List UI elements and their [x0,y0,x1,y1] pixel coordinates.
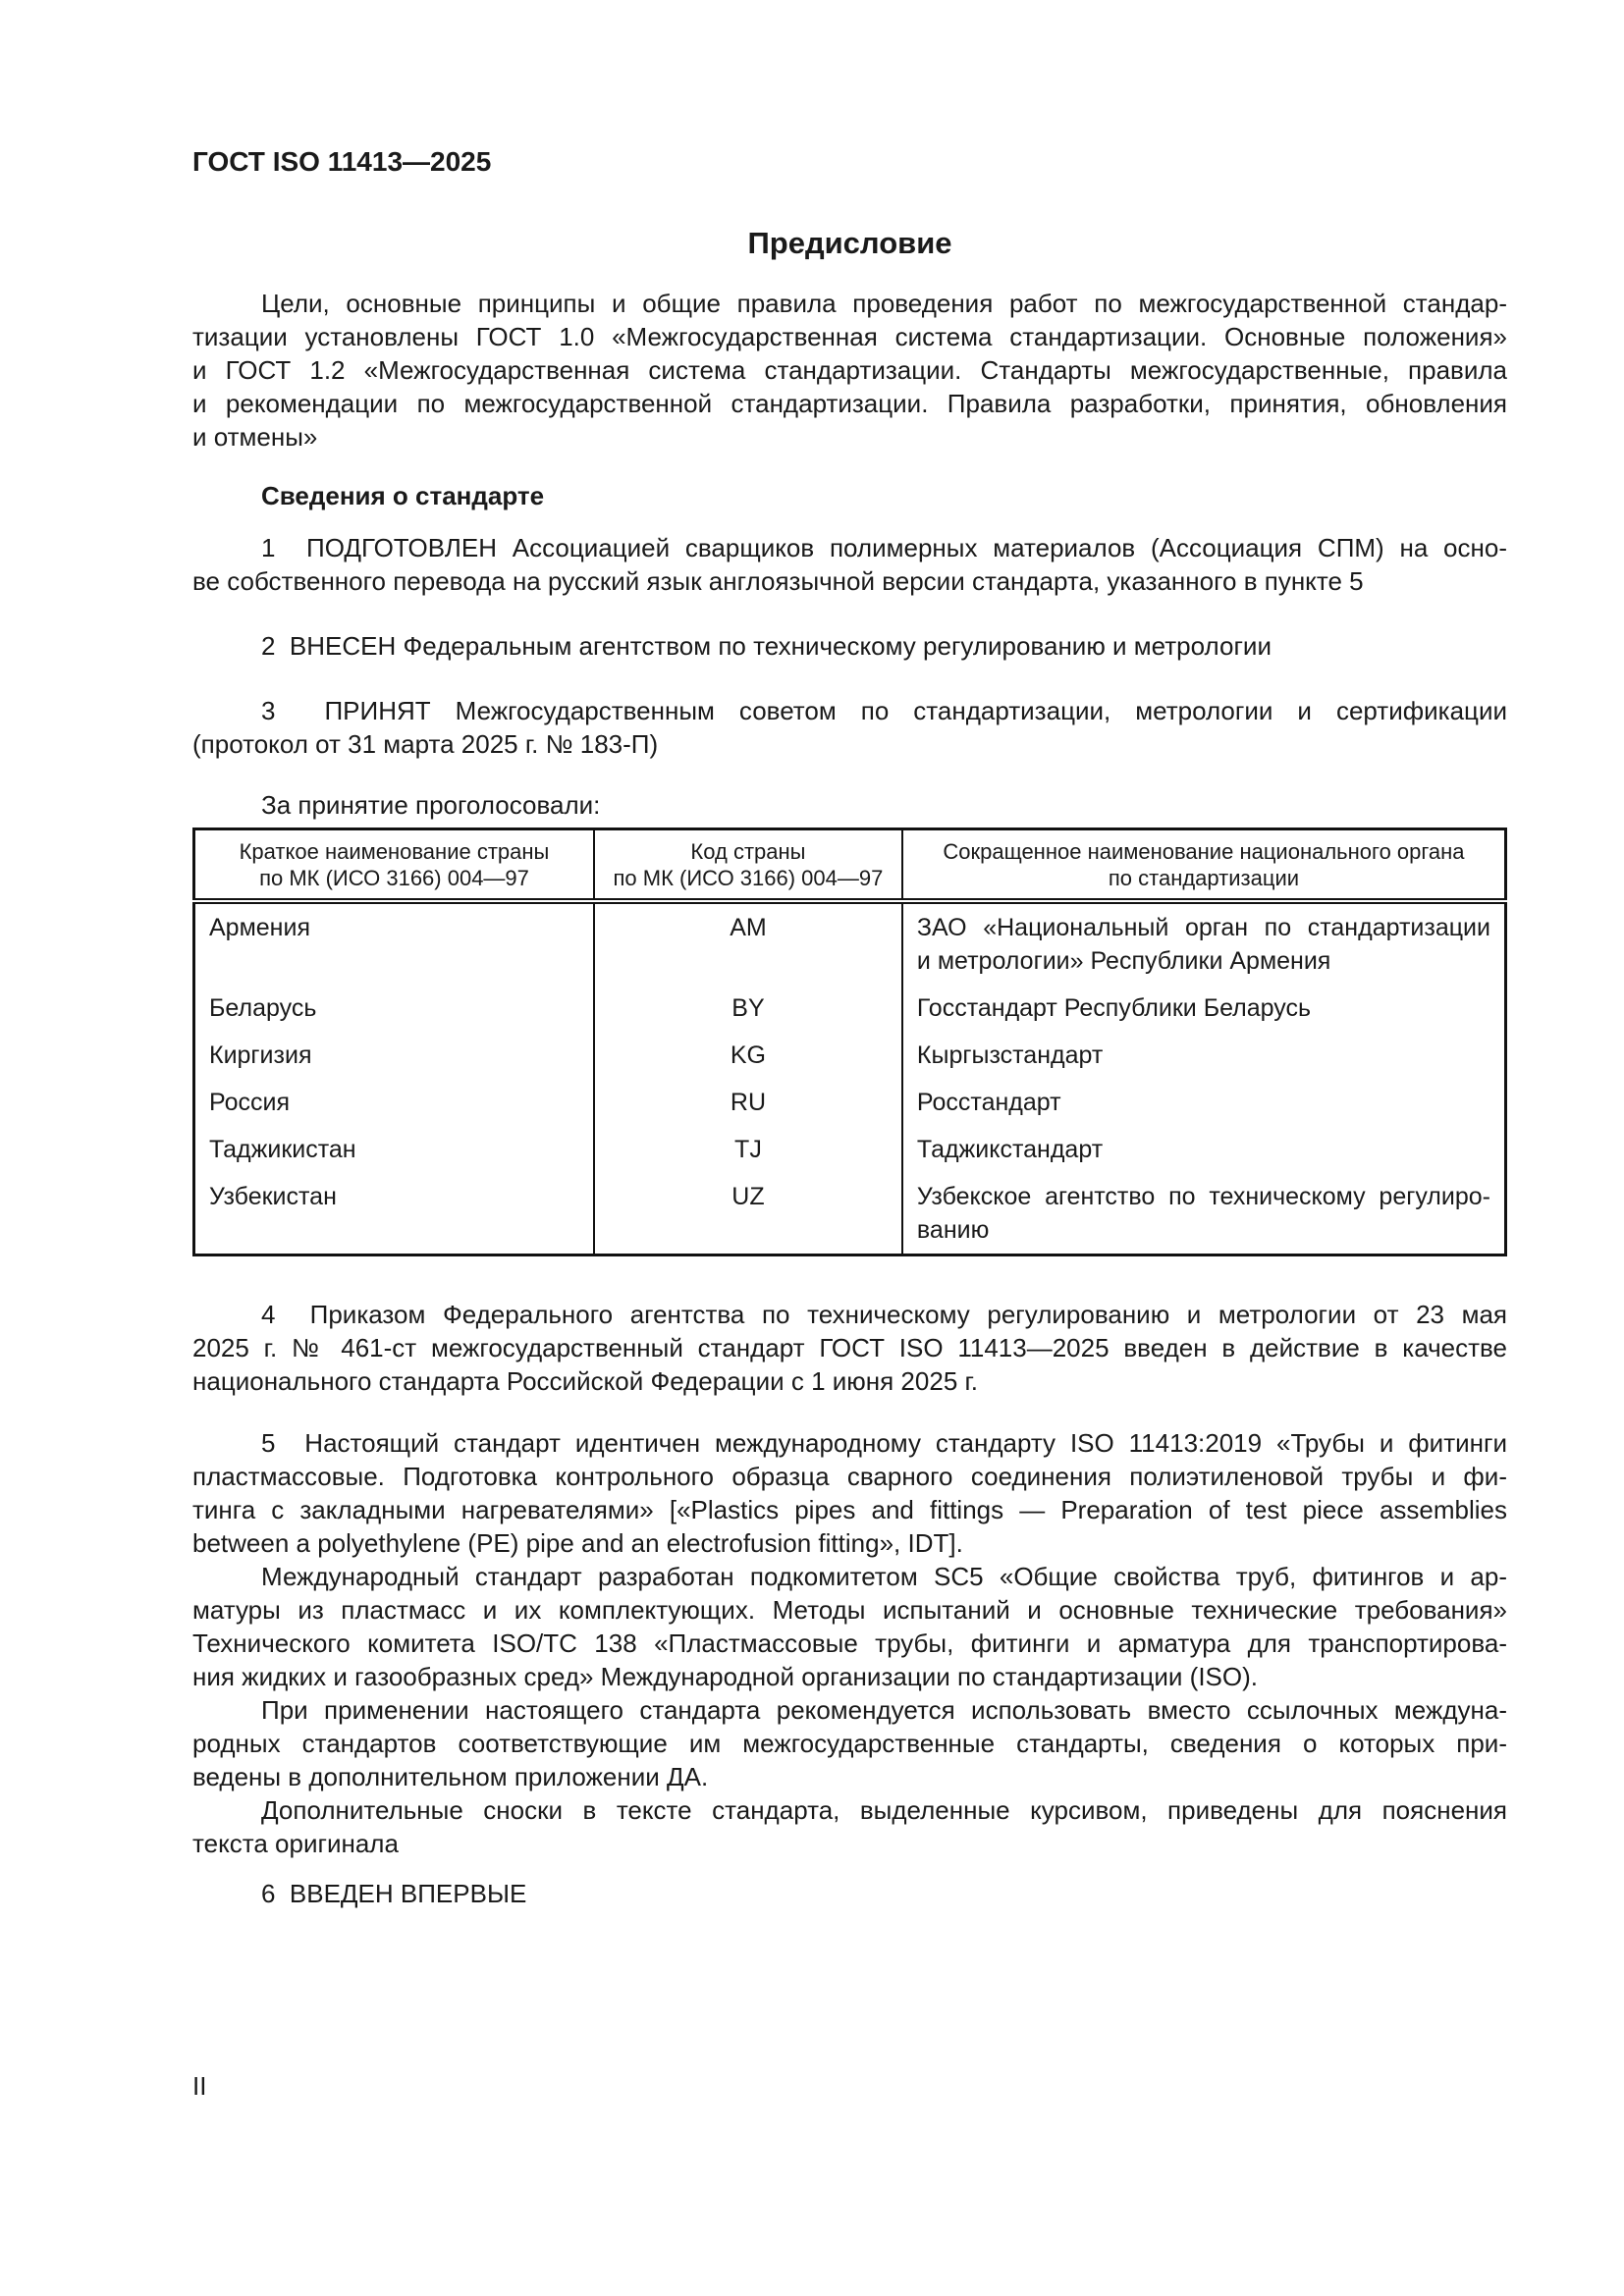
vote-table-body [194,901,1506,1255]
table-row [194,1032,1506,1079]
table-row [194,1126,1506,1173]
text-line: Дополнительные сноски в тексте стандарта, выделенные курсивом, приведены для пояснения [261,1795,1507,1825]
foreword-item-6 [192,1877,1507,1910]
table-row [194,1173,1506,1255]
foreword-item-4 [192,1298,1507,1398]
text-line: Код страны [690,839,806,864]
country-cell: Россия [209,1089,290,1116]
country-cell: Армения [209,914,310,941]
text-line: За принятие проголосовали: [261,790,601,820]
vote-table-header-row [194,829,1506,902]
country-code-cell: UZ [594,1173,902,1255]
vote-table-header-code [594,829,902,902]
country-code-cell: TJ [594,1126,902,1173]
text-line: Краткое наименование страны [239,839,550,864]
text-line: ве собственного перевода на русский язык англоязычной версии стандарта, указанного в пункте 5 [192,566,1364,596]
text-line: по стандартизации [1108,866,1300,890]
standards-org-cell [902,1126,1506,1173]
standards-org-cell [902,1032,1506,1079]
foreword-item-5-developed-by [192,1560,1507,1693]
text-line: ванию [916,1216,990,1244]
table-row [194,901,1506,985]
text-line: по МК (ИСО 3166) 004—97 [259,866,529,890]
text-line: и метрологии» Республики Армения [916,947,1331,975]
text-line: тинга с закладными нагревателями» [«Plastics pipes and fittings — Preparation of test piece assemblies [192,1495,1507,1524]
text-line: 1 ПОДГОТОВЛЕН Ассоциацией сварщиков полимерных материалов (Ассоциация СПМ) на осно- [261,533,1507,562]
text-line: тизации установлены ГОСТ 1.0 «Межгосударственная система стандартизации. Основные положения» [192,322,1507,351]
vote-table [192,828,1507,1256]
country-code-cell: RU [594,1079,902,1126]
table-row [194,1079,1506,1126]
table-row [194,985,1506,1032]
country-code-cell: AM [594,901,902,985]
text-line: по МК (ИСО 3166) 004—97 [613,866,884,890]
foreword-intro-paragraph [192,287,1507,454]
page-number: II [192,2071,207,2101]
text-line: Госстандарт Республики Беларусь [916,994,1312,1022]
text-line: between a polyethylene (PE) pipe and an electrofusion fitting», IDT]. [192,1528,963,1558]
country-cell: Таджикистан [209,1136,356,1163]
text-line: Сокращенное наименование национального органа [943,839,1465,864]
standards-org-cell [902,985,1506,1032]
standards-org-cell [902,1173,1506,1255]
text-line: 3 ПРИНЯТ Межгосударственным советом по стандартизации, метрологии и сертификации [261,696,1507,725]
foreword-item-1 [192,531,1507,598]
foreword-item-5-main [192,1426,1507,1560]
text-line: Таджикстандарт [916,1136,1104,1163]
text-line: Росстандарт [916,1089,1061,1116]
standard-info-heading: Сведения о стандарте [261,481,545,510]
text-line: национального стандарта Российской Федерации с 1 июня 2025 г. [192,1366,979,1396]
text-line: родных стандартов соответствующие им межгосударственные стандарты, сведения о которых при- [192,1729,1507,1758]
foreword-item-5-footnotes-note [192,1793,1507,1860]
text-line: пластмассовые. Подготовка контрольного образца сварного соединения полиэтиленовой трубы и фи- [192,1462,1507,1491]
text-line: Цели, основные принципы и общие правила проведения работ по межгосударственной стандар- [261,289,1507,318]
page-title: Предисловие [747,226,952,260]
text-line: (протокол от 31 марта 2025 г. № 183-П) [192,729,659,759]
text-line: 6 ВВЕДЕН ВПЕРВЫЕ [261,1879,527,1908]
text-line: Кыргызстандарт [916,1041,1104,1069]
text-line: 5 Настоящий стандарт идентичен международному стандарту ISO 11413:2019 «Трубы и фитинги [261,1428,1507,1458]
vote-table-head [194,829,1506,902]
text-line: 2 ВНЕСЕН Федеральным агентством по техническому регулированию и метрологии [261,631,1272,661]
foreword-item-2 [192,629,1507,663]
text-line: 4 Приказом Федерального агентства по техническому регулированию и метрологии от 23 мая [261,1300,1507,1329]
running-header: ГОСТ ISO 11413—2025 [192,146,492,177]
vote-table-header-country [194,829,594,902]
text-line: и отмены» [192,422,318,452]
text-line: и рекомендации по межгосударственной стандартизации. Правила разработки, принятия, обновления [192,389,1507,418]
page-content [0,144,1624,1910]
text-line: Технического комитета ISO/TC 138 «Пластмассовые трубы, фитинги и арматура для транспортирова- [192,1629,1507,1658]
text-line: Узбекское агентство по техническому регулиро- [916,1183,1490,1210]
country-cell: Беларусь [209,994,317,1022]
text-line: текста оригинала [192,1829,399,1858]
country-code-cell: BY [594,985,902,1032]
text-line: ЗАО «Национальный орган по стандартизации [916,914,1490,941]
standards-org-cell [902,1079,1506,1126]
text-line: матуры из пластмасс и их комплектующих. Методы испытаний и основные технические требования» [192,1595,1507,1625]
country-cell: Киргизия [209,1041,312,1069]
text-line: Международный стандарт разработан подкомитетом SC5 «Общие свойства труб, фитингов и ар- [261,1562,1507,1591]
text-line: ведены в дополнительном приложении ДА. [192,1762,709,1791]
text-line: ния жидких и газообразных сред» Международной организации по стандартизации (ISO). [192,1662,1259,1691]
foreword-item-5-application-note [192,1693,1507,1793]
vote-lead [192,788,1507,822]
country-code-cell: KG [594,1032,902,1079]
text-line: и ГОСТ 1.2 «Межгосударственная система стандартизации. Стандарты межгосударственные, правила [192,355,1507,385]
country-cell: Узбекистан [209,1183,337,1210]
text-line: При применении настоящего стандарта рекомендуется использовать вместо ссылочных междуна- [261,1695,1507,1725]
vote-table-header-org [902,829,1506,902]
standards-org-cell [902,901,1506,985]
text-line: 2025 г. № 461-ст межгосударственный стандарт ГОСТ ISO 11413—2025 введен в действие в качестве [192,1333,1507,1362]
foreword-item-3 [192,694,1507,761]
